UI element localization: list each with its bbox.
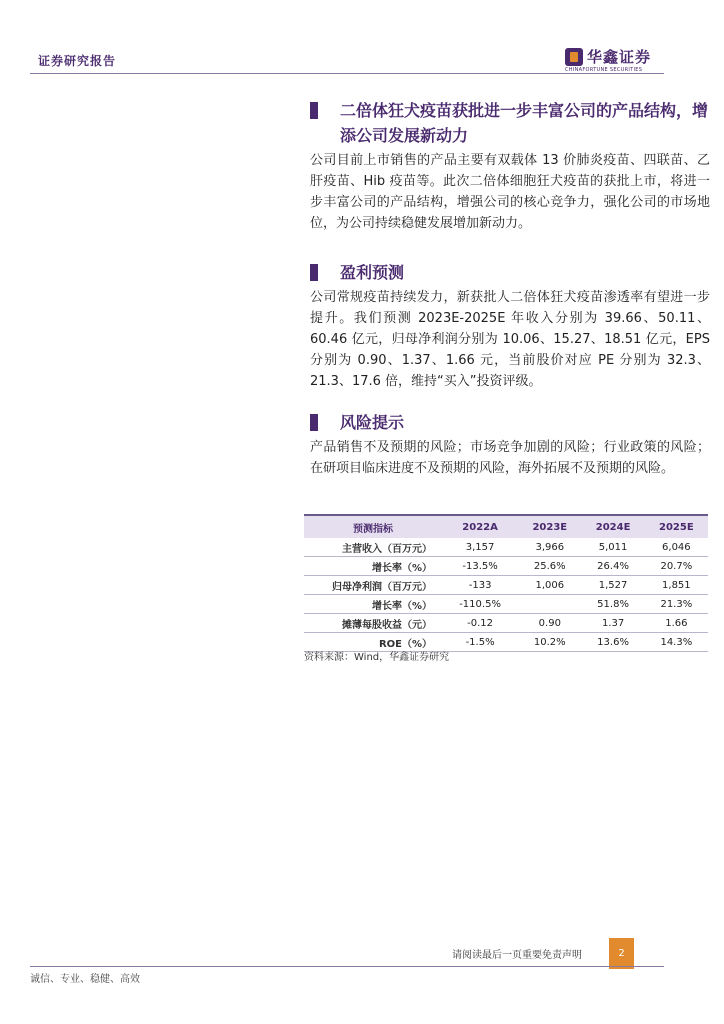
section-bar-icon (310, 264, 318, 281)
table-cell: 25.6% (518, 557, 581, 576)
header-divider (30, 73, 664, 74)
report-type-label: 证券研究报告 (38, 54, 117, 68)
table-cell: 1,527 (581, 576, 644, 595)
table-cell: 51.8% (581, 595, 644, 614)
table-cell (518, 595, 581, 614)
forecast-table (304, 514, 708, 652)
data-source-note: 资料来源：Wind，华鑫证券研究 (304, 652, 450, 663)
table-cell: -133 (442, 576, 518, 595)
section-title-text: 盈利预测 (340, 263, 405, 282)
logo-subtitle: CHINAFORTUNE SECURITIES (565, 67, 643, 73)
row-label: 摊薄每股收益（元） (304, 614, 442, 633)
table-cell: 3,157 (442, 538, 518, 557)
section-body: 公司常规疫苗持续发力，新获批人二倍体狂犬疫苗渗透率有望进一步提升。我们预测 2023E-2025E 年收入分别为 39.66、50.11、60.46 亿元，归母净利润分别为 10.06、15.27、18.51 亿元，EPS 分别为 0.90、1.37、1.66 元，当前股价对应 PE 分别为 32.3、21.3、17.6 倍，维持“买入”投资评级。 (310, 290, 710, 389)
row-label: 主营收入（百万元） (304, 538, 442, 557)
row-label: 增长率（%） (304, 595, 442, 614)
section-title-text: 风险提示 (340, 413, 405, 432)
table-cell: 14.3% (645, 633, 708, 652)
table-row (304, 538, 708, 557)
table-cell: 13.6% (581, 633, 644, 652)
table-cell: 1,006 (518, 576, 581, 595)
section-rabies-vaccine (310, 98, 710, 234)
main-content (310, 98, 710, 479)
footer-divider (30, 966, 664, 967)
company-logo (565, 46, 675, 74)
page-number: 2 (609, 938, 634, 969)
table-row (304, 576, 708, 595)
section-title-text: 二倍体狂犬疫苗获批进一步丰富公司的产品结构，增添公司发展新动力 (340, 101, 709, 145)
table-cell: 20.7% (645, 557, 708, 576)
table-cell: 21.3% (645, 595, 708, 614)
section-body: 产品销售不及预期的风险；市场竞争加剧的风险；行业政策的风险；在研项目临床进度不及预期的风险，海外拓展不及预期的风险。 (310, 440, 710, 476)
table-cell: -13.5% (442, 557, 518, 576)
table-cell: -1.5% (442, 633, 518, 652)
table-header-row (304, 515, 708, 538)
section-title (310, 260, 710, 285)
section-bar-icon (310, 102, 318, 119)
table-cell: 6,046 (645, 538, 708, 557)
column-header: 预测指标 (304, 515, 442, 538)
table-cell: 1.37 (581, 614, 644, 633)
table-cell: 26.4% (581, 557, 644, 576)
section-body: 公司目前上市销售的产品主要有双载体 13 价肺炎疫苗、四联苗、乙肝疫苗、Hib 疫苗等。此次二倍体细胞狂犬疫苗的获批上市，将进一步丰富公司的产品结构，增强公司的核心竞争力，强化公司的市场地位，为公司持续稳健发展增加新动力。 (310, 153, 710, 231)
logo-name: 华鑫证券 (587, 48, 652, 66)
row-label: ROE（%） (304, 633, 442, 652)
section-risk-warning (310, 410, 710, 479)
table-cell: 1,851 (645, 576, 708, 595)
section-bar-icon (310, 414, 318, 431)
column-header: 2024E (581, 515, 644, 538)
table-cell: 0.90 (518, 614, 581, 633)
column-header: 2023E (518, 515, 581, 538)
table-cell: 10.2% (518, 633, 581, 652)
table-cell: -110.5% (442, 595, 518, 614)
table-row (304, 614, 708, 633)
column-header: 2022A (442, 515, 518, 538)
company-motto: 诚信、专业、稳健、高效 (30, 974, 140, 985)
row-label: 归母净利润（百万元） (304, 576, 442, 595)
section-title (310, 98, 710, 148)
section-title (310, 410, 710, 435)
table-cell: 1.66 (645, 614, 708, 633)
table-cell: 3,966 (518, 538, 581, 557)
logo-mark-icon (565, 48, 583, 66)
table-cell: 5,011 (581, 538, 644, 557)
disclaimer-note: 请阅读最后一页重要免责声明 (452, 950, 582, 961)
row-label: 增长率（%） (304, 557, 442, 576)
table-row (304, 557, 708, 576)
column-header: 2025E (645, 515, 708, 538)
section-profit-forecast (310, 260, 710, 392)
table-cell: -0.12 (442, 614, 518, 633)
table-row (304, 595, 708, 614)
